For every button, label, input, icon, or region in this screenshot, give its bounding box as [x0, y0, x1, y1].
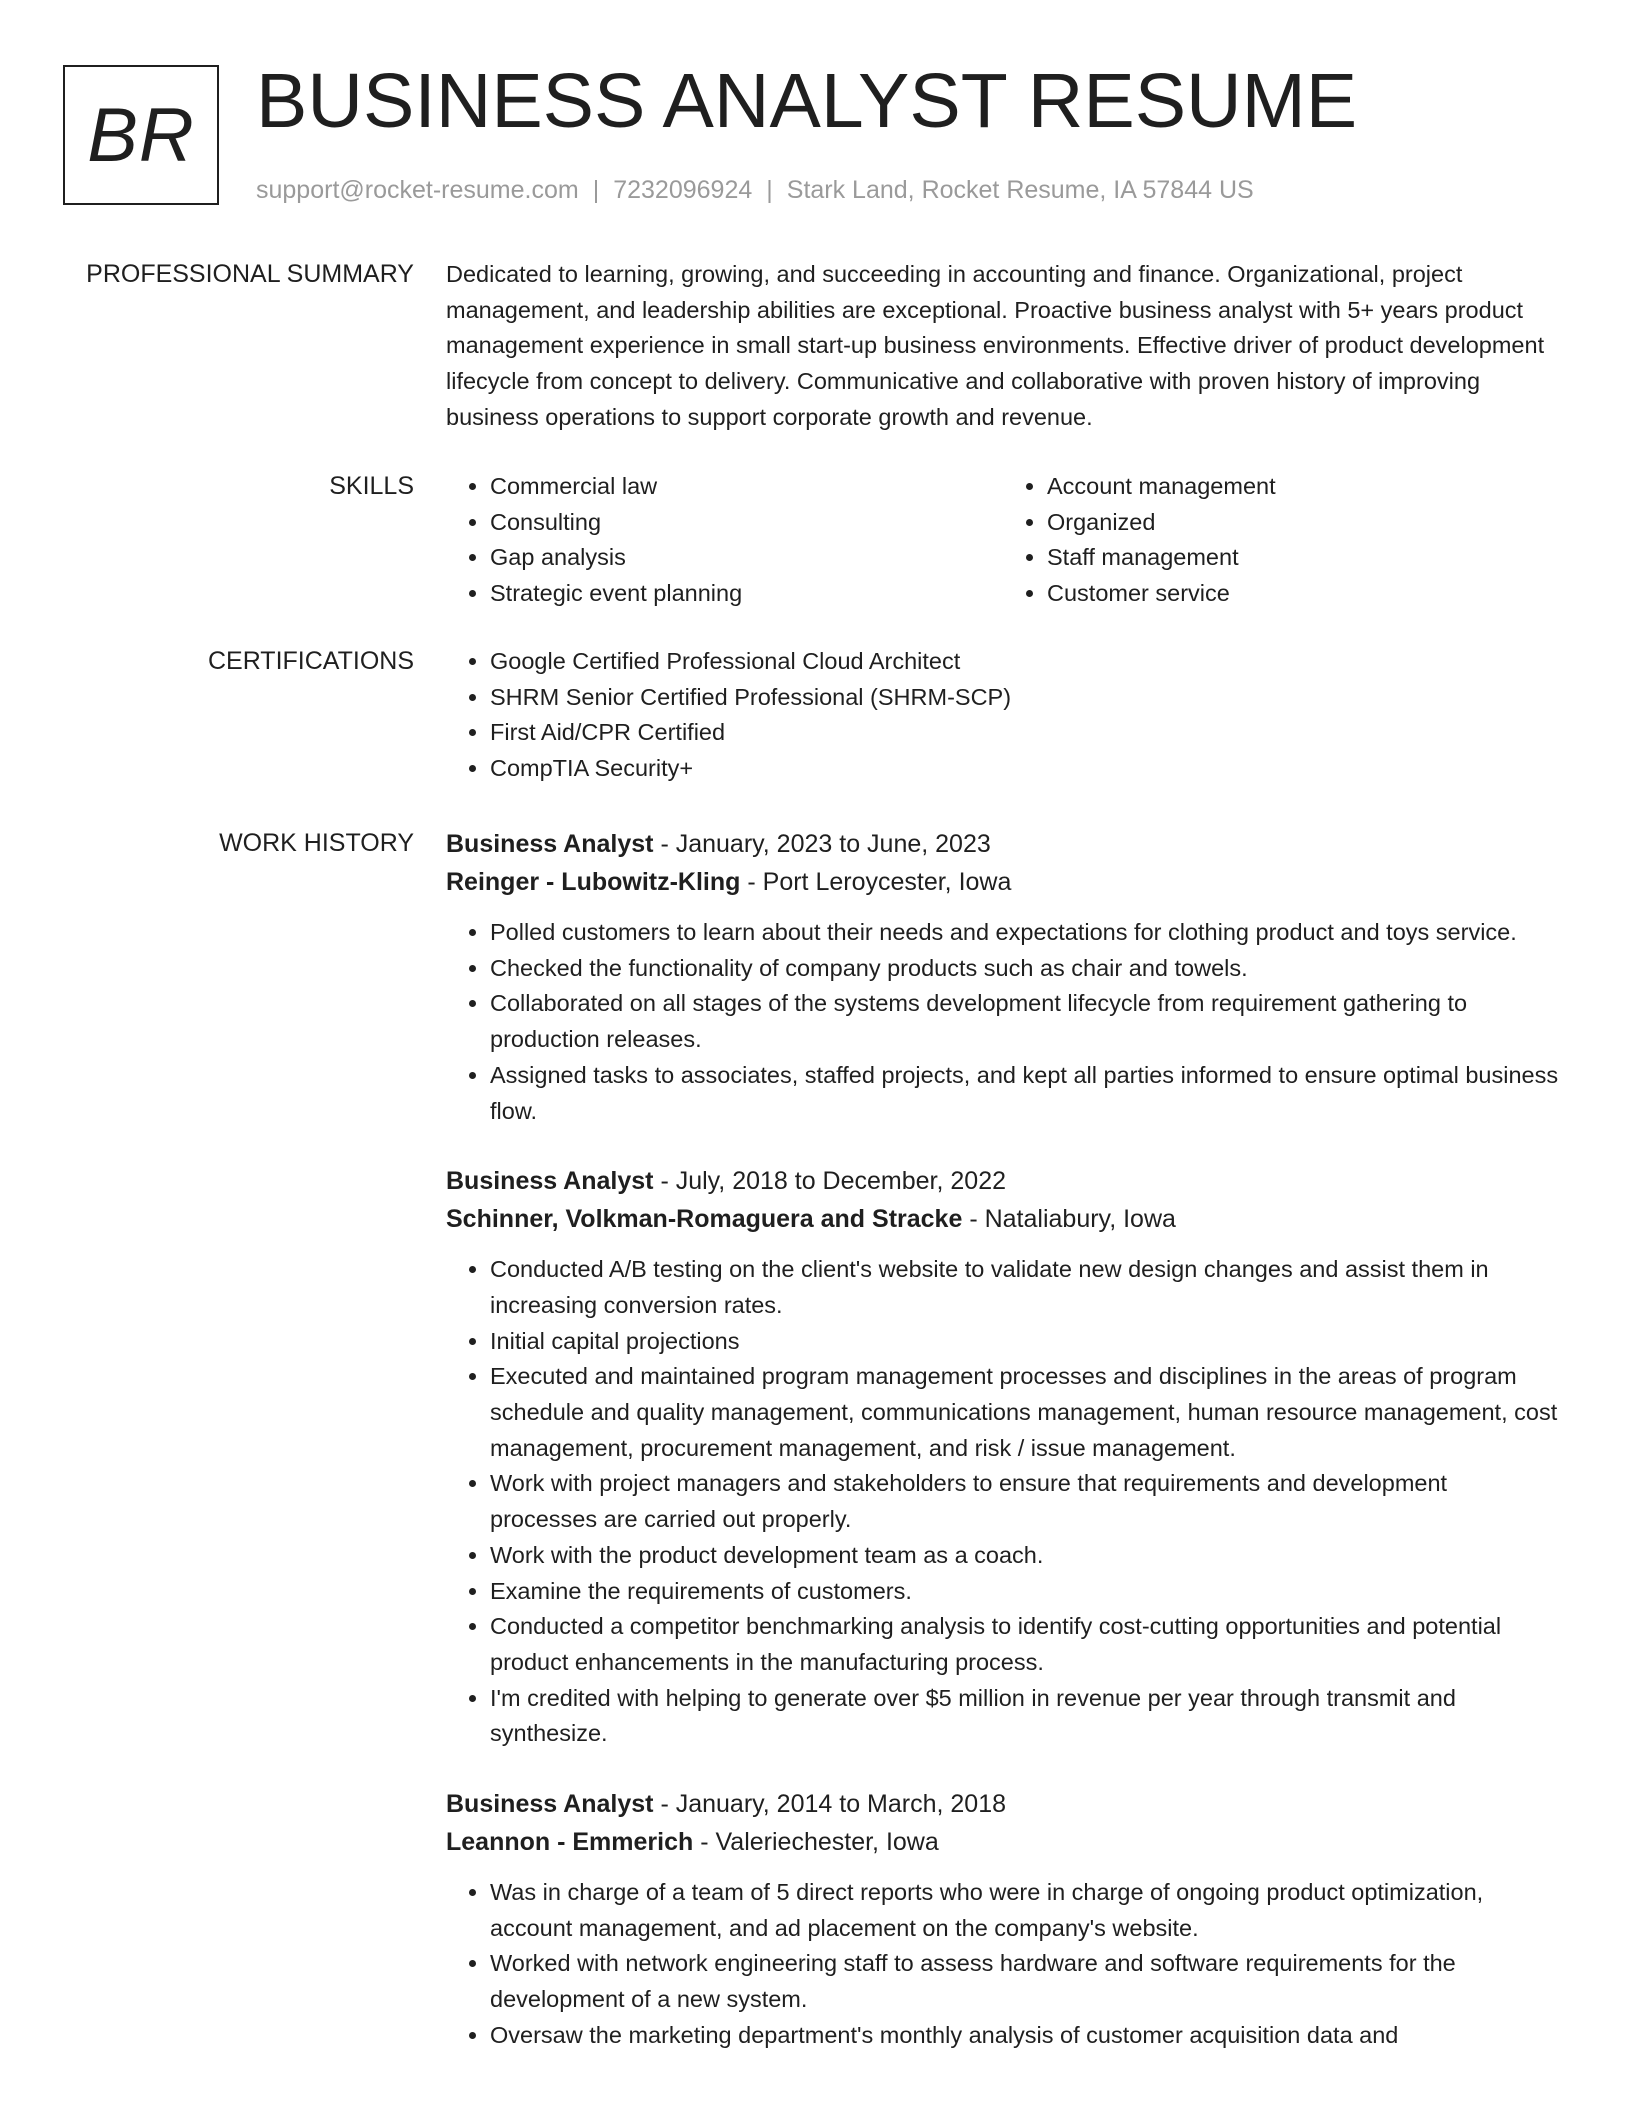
job-bullet: • Polled customers to learn about their needs and expectations for clothing product and toys service. [490, 915, 1560, 951]
job-bullets [446, 1252, 1560, 1752]
resume-title: BUSINESS ANALYST RESUME [256, 58, 1358, 144]
skill-item: • Organized [1047, 505, 1560, 541]
job-title-line [446, 1785, 1560, 1823]
contact-separator: | [592, 176, 600, 204]
job-bullet: • Conducted A/B testing on the client's website to validate new design changes and assist them in increasing conversion rates. [490, 1252, 1560, 1323]
job-bullet: • Executed and maintained program management processes and disciplines in the areas of program schedule and quality management, communications management, human resource management, cost management, procurement management, and risk / issue management. [490, 1359, 1560, 1466]
certification-item: • SHRM Senior Certified Professional (SHRM-SCP) [490, 680, 1560, 716]
job-bullets [446, 1875, 1560, 2054]
work-history-heading: WORK HISTORY [219, 829, 414, 857]
job-title: Business Analyst [446, 1790, 654, 1819]
job-bullet: • Work with the product development team as a coach. [490, 1538, 1560, 1574]
skill-item: • Strategic event planning [490, 576, 1003, 612]
job-company: Leannon - Emmerich [446, 1828, 694, 1857]
monogram-box [63, 65, 219, 205]
skill-item: • Gap analysis [490, 540, 1003, 576]
job-entry [446, 825, 1560, 1129]
skill-item: • Staff management [1047, 540, 1560, 576]
contact-phone: 7232096924 [613, 176, 753, 204]
job-company-line [446, 863, 1560, 901]
certifications-heading: CERTIFICATIONS [207, 647, 414, 675]
skill-item: • Account management [1047, 469, 1560, 505]
contact-email: support@rocket-resume.com [256, 176, 579, 204]
certification-item: • CompTIA Security+ [490, 751, 1560, 787]
job-location: - Port Leroycester, Iowa [747, 868, 1012, 896]
job-title: Business Analyst [446, 830, 654, 858]
skills-list-left [446, 469, 1003, 612]
job-dates: - January, 2014 to March, 2018 [660, 1790, 1007, 1819]
job-bullet: • Collaborated on all stages of the systems development lifecycle from requirement gathering to production releases. [490, 986, 1560, 1057]
job-bullet: • Checked the functionality of company products such as chair and towels. [490, 951, 1560, 987]
job-company-line [446, 1823, 1560, 1861]
job-bullet: • Oversaw the marketing department's monthly analysis of customer acquisition data and [490, 2018, 1560, 2054]
job-entry [446, 1162, 1560, 1752]
job-bullets [446, 915, 1560, 1129]
job-company: Reinger - Lubowitz-Kling [446, 868, 741, 896]
job-title-line [446, 1162, 1560, 1200]
job-bullet: • Examine the requirements of customers. [490, 1574, 1560, 1610]
job-title: Business Analyst [446, 1167, 654, 1196]
certifications-list [446, 644, 1560, 787]
skill-item: • Consulting [490, 505, 1003, 541]
job-company: Schinner, Volkman-Romaguera and Stracke [446, 1205, 963, 1234]
job-title-line [446, 825, 1560, 863]
skills-list-right [1003, 469, 1560, 612]
job-dates: - January, 2023 to June, 2023 [660, 830, 991, 858]
job-company-line [446, 1200, 1560, 1238]
skill-item: • Commercial law [490, 469, 1003, 505]
job-entry [446, 1785, 1560, 2054]
summary-heading: PROFESSIONAL SUMMARY [86, 260, 414, 288]
contact-line [256, 173, 1254, 207]
job-bullet: • Worked with network engineering staff to assess hardware and software requirements for the development of a new system. [490, 1946, 1560, 2017]
job-location: - Valeriechester, Iowa [700, 1828, 939, 1857]
job-bullet: • Assigned tasks to associates, staffed projects, and kept all parties informed to ensure optimal business flow. [490, 1058, 1560, 1129]
summary-text: Dedicated to learning, growing, and succeeding in accounting and finance. Organizational, project management, and leadership abilities are exceptional. Proactive business analyst with 5+ years product management experience in small start-up business environments. Effective driver of product development lifecycle from concept to delivery. Communicative and collaborative with proven history of improving business operations to support corporate growth and revenue. [446, 261, 1545, 430]
certification-item: • First Aid/CPR Certified [490, 715, 1560, 751]
job-bullet: • Was in charge of a team of 5 direct reports who were in charge of ongoing product optimization, account management, and ad placement on the company's website. [490, 1875, 1560, 1946]
contact-address: Stark Land, Rocket Resume, IA 57844 US [786, 176, 1254, 204]
job-dates: - July, 2018 to December, 2022 [660, 1167, 1007, 1196]
job-bullet: • Initial capital projections [490, 1324, 1560, 1360]
contact-separator: | [766, 176, 773, 204]
skill-item: • Customer service [1047, 576, 1560, 612]
job-bullet: • Work with project managers and stakeholders to ensure that requirements and development processes are carried out properly. [490, 1466, 1560, 1537]
job-bullet: • I'm credited with helping to generate over $5 million in revenue per year through transmit and synthesize. [490, 1681, 1560, 1752]
job-location: - Nataliabury, Iowa [969, 1205, 1176, 1234]
monogram-initials: BR [87, 92, 195, 178]
certification-item: • Google Certified Professional Cloud Architect [490, 644, 1560, 680]
job-bullet: • Conducted a competitor benchmarking analysis to identify cost-cutting opportunities and potential product enhancements in the manufacturing process. [490, 1609, 1560, 1680]
skills-heading: SKILLS [329, 472, 414, 500]
